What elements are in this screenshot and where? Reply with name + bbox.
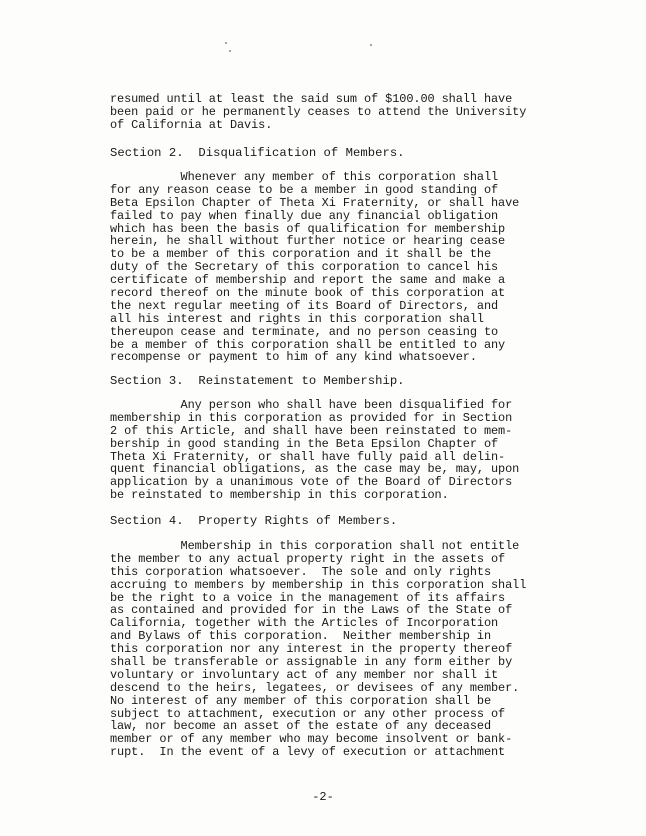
text-line: Membership in this corporation shall not entitle bbox=[110, 539, 520, 553]
scan-speck bbox=[229, 50, 231, 52]
text-line: be reinstated to membership in this corporation. bbox=[110, 488, 449, 503]
text-line: which has been the basis of qualification for membership bbox=[110, 221, 506, 236]
text-line: record thereof on the minute book of this corporation at bbox=[110, 286, 506, 301]
text-line: herein, he shall without further notice or hearing cease bbox=[110, 234, 506, 249]
text-line: the next regular meeting of its Board of Directors, and bbox=[110, 298, 499, 313]
text-line: bership in good standing in the Beta Epsilon Chapter of bbox=[110, 436, 499, 451]
text-line: No interest of any member of this corporation shall be bbox=[110, 693, 492, 708]
text-line: duty of the Secretary of this corporation to cancel his bbox=[110, 260, 499, 275]
section-2-heading: Section 2. Disqualification of Members. bbox=[110, 146, 405, 160]
text-line: law, nor become an asset of the estate of any deceased bbox=[110, 719, 492, 734]
text-line: and Bylaws of this corporation. Neither membership in bbox=[110, 629, 492, 644]
text-line: accruing to members by membership in this corporation shall bbox=[110, 577, 527, 592]
text-line: voluntary or involuntary act of any member nor shall it bbox=[110, 667, 499, 682]
text-line: quent financial obligations, as the case may be, may, upon bbox=[110, 462, 520, 477]
text-line: been paid or he permanently ceases to attend the University bbox=[110, 104, 527, 119]
text-line: 2 of this Article, and shall have been reinstated to mem- bbox=[110, 423, 513, 438]
text-line: California, together with the Articles of Incorporation bbox=[110, 616, 499, 631]
intro-paragraph bbox=[110, 93, 562, 132]
text-line: certificate of membership and report the same and make a bbox=[110, 273, 506, 288]
text-line: Theta Xi Fraternity, or shall have fully paid all delin- bbox=[110, 449, 506, 464]
section-3-heading: Section 3. Reinstatement to Membership. bbox=[110, 374, 405, 388]
text-line: be a member of this corporation shall be entitled to any bbox=[110, 337, 506, 352]
text-line: thereupon cease and terminate, and no person ceasing to bbox=[110, 324, 499, 339]
scan-speck bbox=[225, 42, 227, 44]
text-line: as contained and provided for in the Laws of the State of bbox=[110, 603, 513, 618]
text-line: failed to pay when finally due any financial obligation bbox=[110, 208, 499, 223]
text-line: descend to the heirs, legatees, or devisees of any member. bbox=[110, 680, 520, 695]
page-number: -2- bbox=[312, 790, 334, 804]
text-line: this corporation nor any interest in the property thereof bbox=[110, 642, 513, 657]
text-line: of California at Davis. bbox=[110, 117, 273, 132]
text-line: shall be transferable or assignable in any form either by bbox=[110, 655, 513, 670]
section-4-body bbox=[110, 540, 562, 759]
text-line: Any person who shall have been disqualified for bbox=[110, 398, 513, 412]
scan-speck bbox=[370, 44, 372, 46]
text-line: resumed until at least the said sum of $100.00 shall have bbox=[110, 92, 513, 106]
section-4-heading-block bbox=[110, 514, 562, 528]
text-line: recompense or payment to him of any kind whatsoever. bbox=[110, 350, 477, 365]
text-line: this corporation whatsoever. The sole and only rights bbox=[110, 564, 492, 579]
text-line: the member to any actual property right in the assets of bbox=[110, 551, 506, 566]
text-line: for any reason cease to be a member in good standing of bbox=[110, 182, 499, 197]
section-2-heading-block bbox=[110, 146, 562, 160]
text-line: be the right to a voice in the management of its affairs bbox=[110, 590, 506, 605]
text-line: subject to attachment, execution or any other process of bbox=[110, 706, 506, 721]
section-4-heading: Section 4. Property Rights of Members. bbox=[110, 514, 398, 528]
text-line: rupt. In the event of a levy of execution or attachment bbox=[110, 745, 506, 760]
text-line: all his interest and rights in this corporation shall bbox=[110, 311, 484, 326]
section-3-body bbox=[110, 399, 562, 502]
section-3-heading-block bbox=[110, 374, 562, 388]
text-line: Beta Epsilon Chapter of Theta Xi Fraternity, or shall have bbox=[110, 195, 520, 210]
text-line: membership in this corporation as provided for in Section bbox=[110, 410, 513, 425]
section-2-body bbox=[110, 171, 562, 364]
text-line: member or of any member who may become insolvent or bank- bbox=[110, 732, 513, 747]
text-line: Whenever any member of this corporation shall bbox=[110, 170, 499, 184]
text-line: application by a unanimous vote of the Board of Directors bbox=[110, 475, 513, 490]
text-line: to be a member of this corporation and it shall be the bbox=[110, 247, 492, 262]
